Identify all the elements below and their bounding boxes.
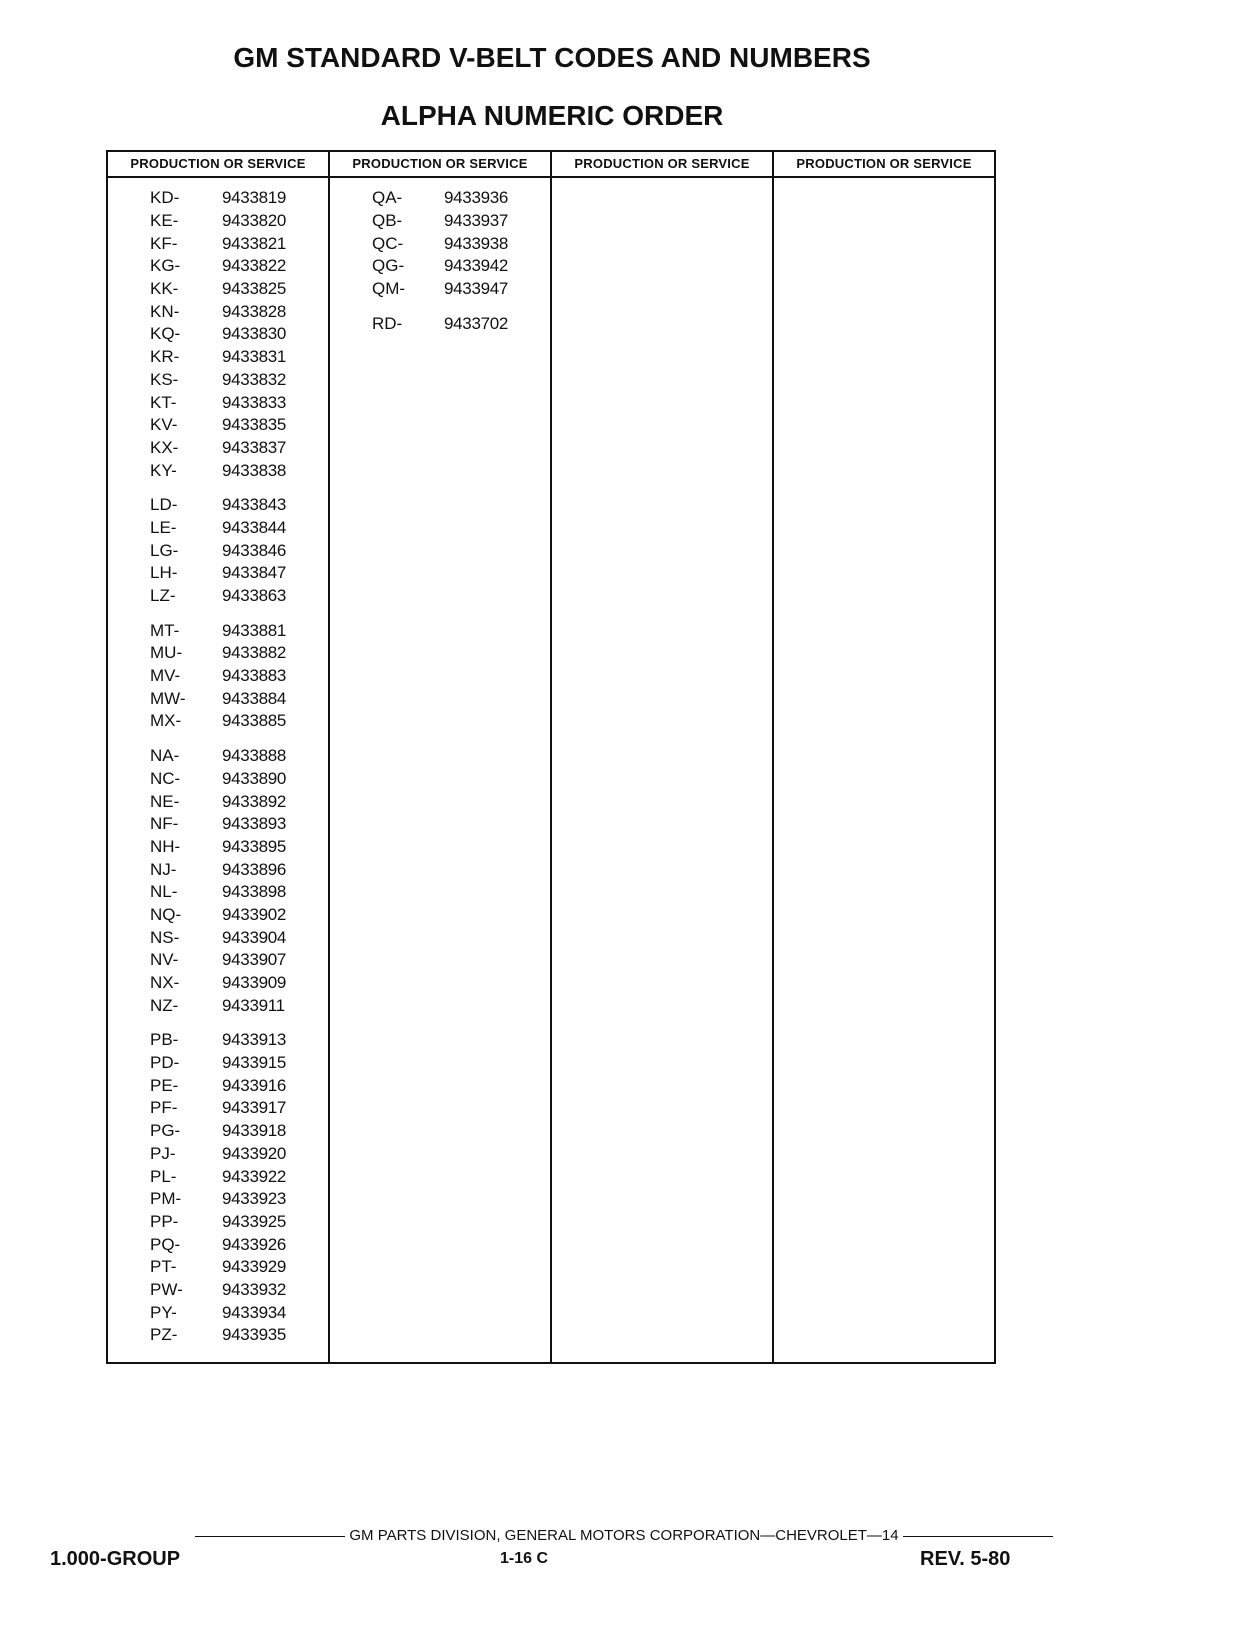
belt-code: KK- [150, 279, 179, 299]
table-row [108, 904, 328, 927]
table-row [108, 687, 328, 710]
part-number: 9433822 [222, 256, 287, 276]
table-column [552, 152, 774, 1362]
belt-code: LG- [150, 540, 179, 560]
belt-code: QC- [372, 233, 404, 253]
table-row [108, 1279, 328, 1302]
part-number: 9433832 [222, 369, 287, 389]
belt-code: NE- [150, 791, 180, 811]
part-number: 9433863 [222, 586, 287, 606]
part-number: 9433915 [222, 1053, 287, 1073]
part-number: 9433925 [222, 1211, 287, 1231]
part-number: 9433825 [222, 279, 287, 299]
table-row [108, 881, 328, 904]
page-subtitle: ALPHA NUMERIC ORDER [380, 100, 724, 131]
part-number: 9433885 [222, 711, 287, 731]
part-number: 9433934 [222, 1302, 287, 1322]
belt-code: NL- [150, 882, 178, 902]
belt-code: PQ- [150, 1234, 181, 1254]
column-entries [330, 178, 550, 335]
belt-code: KV- [150, 415, 178, 435]
part-number: 9433831 [222, 347, 287, 367]
footer-page-number: 1-16 C [500, 1550, 549, 1567]
belt-code: NF- [150, 814, 179, 834]
table-row [108, 323, 328, 346]
table-row [108, 517, 328, 540]
belt-code: PE- [150, 1075, 179, 1095]
table-row [108, 710, 328, 733]
belt-code: PZ- [150, 1325, 178, 1345]
footer-publisher-line [0, 1527, 1248, 1544]
part-number: 9433929 [222, 1257, 287, 1277]
table-row [108, 1211, 328, 1234]
table-row [330, 232, 550, 255]
belt-code: KG- [150, 256, 181, 276]
table-row [330, 255, 550, 278]
codes-table [106, 150, 996, 1364]
part-number: 9433947 [444, 279, 509, 299]
code-group [330, 312, 550, 335]
column-entries [774, 178, 994, 187]
belt-code: PD- [150, 1053, 180, 1073]
table-row [108, 858, 328, 881]
belt-code: KQ- [150, 324, 181, 344]
table-row [108, 972, 328, 995]
part-number: 9433844 [222, 517, 287, 537]
part-number: 9433904 [222, 927, 287, 947]
belt-code: LD- [150, 495, 178, 515]
table-row [108, 745, 328, 768]
footer-revision: REV. 5-80 [920, 1548, 1011, 1570]
belt-code: LZ- [150, 586, 176, 606]
part-number: 9433883 [222, 666, 287, 686]
table-row [108, 494, 328, 517]
belt-code: LH- [150, 563, 178, 583]
part-number: 9433923 [222, 1189, 287, 1209]
belt-code: NV- [150, 950, 179, 970]
table-row [108, 1165, 328, 1188]
part-number: 9433895 [222, 836, 287, 856]
table-row [108, 1188, 328, 1211]
table-row [330, 312, 550, 335]
belt-code: PY- [150, 1302, 177, 1322]
table-row [108, 1301, 328, 1324]
part-number: 9433935 [222, 1325, 287, 1345]
table-row [108, 1143, 328, 1166]
part-number: 9433926 [222, 1234, 287, 1254]
table-column [108, 152, 330, 1362]
table-row [330, 278, 550, 301]
part-number: 9433916 [222, 1075, 287, 1095]
table-row [108, 926, 328, 949]
part-number: 9433920 [222, 1143, 287, 1163]
table-row [108, 187, 328, 210]
belt-code: KN- [150, 301, 180, 321]
belt-code: KE- [150, 211, 179, 231]
table-column [330, 152, 552, 1362]
table-row [108, 585, 328, 608]
code-group [108, 745, 328, 1017]
part-number: 9433918 [222, 1121, 287, 1141]
table-row [108, 768, 328, 791]
table-row [108, 210, 328, 233]
column-header: PRODUCTION OR SERVICE [108, 152, 328, 178]
belt-code: PP- [150, 1211, 179, 1231]
table-row [108, 1029, 328, 1052]
footer-publisher-text: GM PARTS DIVISION, GENERAL MOTORS CORPORATION—CHEVROLET—14 [349, 1527, 899, 1544]
table-row [108, 278, 328, 301]
part-number: 9433843 [222, 495, 287, 515]
part-number: 9433819 [222, 188, 287, 208]
table-row [330, 210, 550, 233]
belt-code: QG- [372, 256, 405, 276]
table-row [108, 414, 328, 437]
table-row [108, 790, 328, 813]
part-number: 9433922 [222, 1166, 287, 1186]
footer-group-label: 1.000-GROUP [50, 1548, 181, 1570]
belt-code: RD- [372, 313, 403, 333]
table-row [108, 391, 328, 414]
part-number: 9433702 [444, 313, 509, 333]
belt-code: MX- [150, 711, 182, 731]
belt-code: KD- [150, 188, 180, 208]
table-row [108, 369, 328, 392]
belt-code: PJ- [150, 1143, 176, 1163]
table-row [108, 1256, 328, 1279]
table-row [108, 642, 328, 665]
table-row [108, 346, 328, 369]
part-number: 9433881 [222, 620, 287, 640]
belt-code: NS- [150, 927, 180, 947]
part-number: 9433821 [222, 233, 287, 253]
part-number: 9433898 [222, 882, 287, 902]
table-row [108, 562, 328, 585]
belt-code: NH- [150, 836, 181, 856]
belt-code: PF- [150, 1098, 178, 1118]
table-row [108, 813, 328, 836]
belt-code: QM- [372, 279, 406, 299]
table-row [108, 1097, 328, 1120]
part-number: 9433902 [222, 904, 287, 924]
part-number: 9433936 [444, 188, 509, 208]
table-row [108, 619, 328, 642]
belt-code: NZ- [150, 995, 179, 1015]
table-row [108, 1052, 328, 1075]
belt-code: PM- [150, 1189, 182, 1209]
part-number: 9433896 [222, 859, 287, 879]
part-number: 9433932 [222, 1279, 287, 1299]
part-number: 9433907 [222, 950, 287, 970]
part-number: 9433820 [222, 211, 287, 231]
belt-code: KS- [150, 369, 179, 389]
part-number: 9433882 [222, 643, 287, 663]
belt-code: KF- [150, 233, 178, 253]
belt-code: KT- [150, 392, 177, 412]
table-row [108, 459, 328, 482]
part-number: 9433913 [222, 1030, 287, 1050]
table-row [108, 949, 328, 972]
part-number: 9433884 [222, 688, 287, 708]
column-header: PRODUCTION OR SERVICE [552, 152, 772, 178]
part-number: 9433909 [222, 973, 287, 993]
part-number: 9433942 [444, 256, 509, 276]
belt-code: MT- [150, 620, 180, 640]
part-number: 9433837 [222, 437, 287, 457]
table-row [108, 1324, 328, 1347]
table-row [108, 1120, 328, 1143]
part-number: 9433938 [444, 233, 509, 253]
belt-code: NA- [150, 746, 180, 766]
part-number: 9433892 [222, 791, 287, 811]
part-number: 9433838 [222, 460, 287, 480]
part-number: 9433847 [222, 563, 287, 583]
code-group [108, 187, 328, 482]
belt-code: NC- [150, 768, 181, 788]
table-row [108, 836, 328, 859]
table-row [330, 187, 550, 210]
table-row [108, 665, 328, 688]
belt-code: LE- [150, 517, 177, 537]
belt-code: QB- [372, 211, 403, 231]
part-number: 9433835 [222, 415, 287, 435]
table-row [108, 539, 328, 562]
part-number: 9433911 [222, 995, 285, 1015]
code-group [108, 619, 328, 732]
belt-code: PL- [150, 1166, 177, 1186]
part-number: 9433846 [222, 540, 287, 560]
code-group [108, 1029, 328, 1347]
part-number: 9433917 [222, 1098, 287, 1118]
part-number: 9433833 [222, 392, 287, 412]
column-entries [552, 178, 772, 187]
table-row [108, 1233, 328, 1256]
footer-rule [195, 1536, 345, 1537]
code-group [108, 494, 328, 607]
belt-code: MU- [150, 643, 183, 663]
belt-code: KX- [150, 437, 179, 457]
part-number: 9433828 [222, 301, 287, 321]
part-number: 9433888 [222, 746, 287, 766]
belt-code: NX- [150, 973, 180, 993]
part-number: 9433890 [222, 768, 287, 788]
column-entries [108, 178, 328, 1347]
belt-code: MV- [150, 666, 181, 686]
belt-code: PW- [150, 1279, 183, 1299]
belt-code: PT- [150, 1257, 177, 1277]
part-number: 9433937 [444, 211, 509, 231]
belt-code: KY- [150, 460, 177, 480]
column-header: PRODUCTION OR SERVICE [330, 152, 550, 178]
belt-code: PG- [150, 1121, 181, 1141]
table-row [108, 1074, 328, 1097]
table-row [108, 232, 328, 255]
page-title: GM STANDARD V-BELT CODES AND NUMBERS [233, 42, 871, 73]
part-number: 9433893 [222, 814, 287, 834]
belt-code: MW- [150, 688, 186, 708]
belt-code: KR- [150, 347, 180, 367]
table-row [108, 255, 328, 278]
belt-code: NJ- [150, 859, 177, 879]
part-number: 9433830 [222, 324, 287, 344]
column-header: PRODUCTION OR SERVICE [774, 152, 994, 178]
belt-code: QA- [372, 188, 403, 208]
table-row [108, 300, 328, 323]
table-row [108, 994, 328, 1017]
code-group [330, 187, 550, 300]
table-row [108, 437, 328, 460]
footer-rule [903, 1536, 1053, 1537]
table-column [774, 152, 994, 1362]
belt-code: PB- [150, 1030, 179, 1050]
belt-code: NQ- [150, 904, 182, 924]
